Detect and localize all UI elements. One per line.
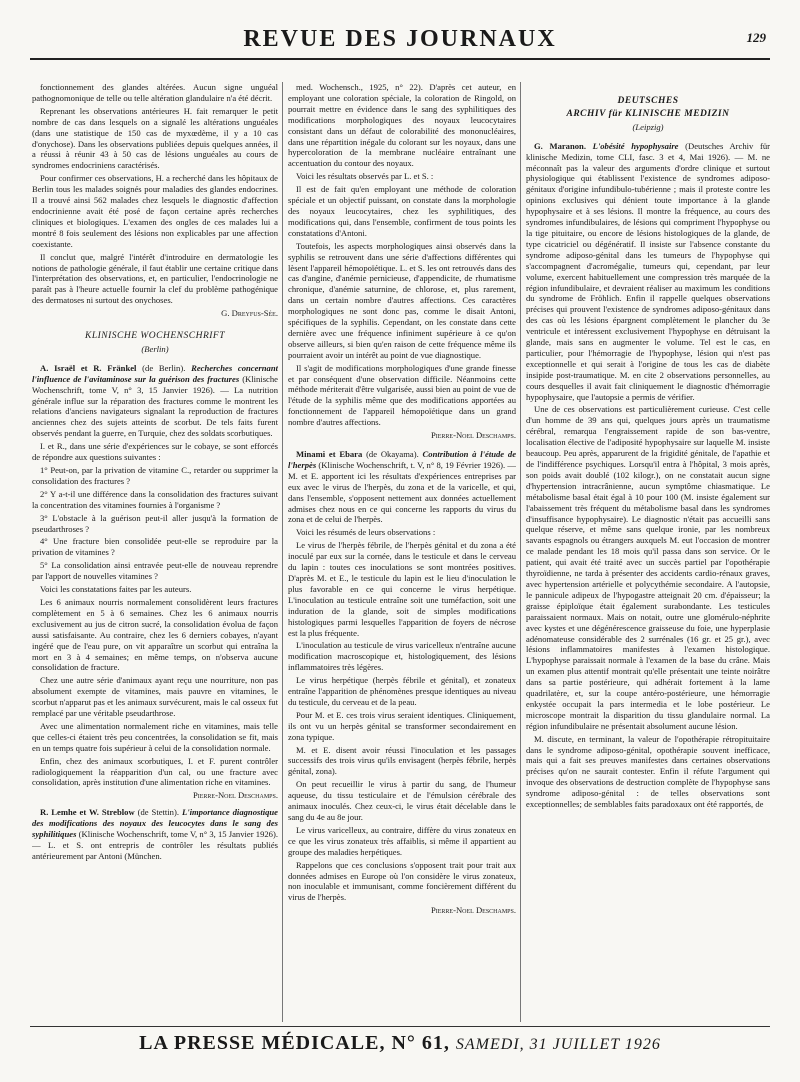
- paragraph: med. Wochensch., 1925, n° 22). D'après cet auteur, en employant une coloration spéciale, la coloration de Ringold, on pourrait mettre en évidence dans le sang des syphilitiques des modifications morphologiques des noyaux leucocytaires consistant dans un défaut de colorabilité des mononucléaires, dans une répartition inégale du colorant sur les noyaux, dans une hypercoloration de la membrane nucléaire entraînant une accentuation du contour des noyaux.: [288, 82, 516, 169]
- column-2: [288, 82, 516, 1022]
- author-signature: Pierre-Noel Deschamps.: [430, 430, 516, 441]
- article-heading: [32, 807, 278, 862]
- paragraph: Voici les résumés de leurs observations :: [296, 527, 436, 538]
- article-place: (de Stettin).: [137, 807, 179, 818]
- paragraph: Il est de fait qu'en employant une méthode de coloration spéciale et un objectif puissant, on constate dans la morphologie des noyaux leucocytaires, chez les syphilitiques, des modifications qui, dans l'ensemble, confirment de tous points les constatations d'Antoni.: [288, 184, 516, 238]
- footer-rule: [30, 1026, 770, 1027]
- column-3: [526, 82, 770, 1022]
- column-divider: [520, 82, 521, 1022]
- page-header: [30, 24, 770, 64]
- section-title: DEUTSCHES: [617, 96, 679, 106]
- article-place: (de Okayama).: [366, 449, 419, 459]
- paragraph: M. et E. disent avoir réussi l'inoculation et les passages successifs des trois virus qu'ils envisagent (herpès fébrile, herpès génital, zona).: [288, 744, 516, 777]
- paragraph: Il s'agit de modifications morphologiques d'une grande finesse et par conséquent d'une observation difficile. Néanmoins cette méthode mériterait d'être vulgarisée, aussi bien au point de vue de l'étude de la syphilis même que des modifications apportées au fonctionnement de l'appareil hémopoïétique dans un grand nombre d'autres affections.: [288, 362, 516, 428]
- article-title: L'obésité hypophysaire: [592, 140, 679, 151]
- article-title: Recherches concernant l'influence de l'avitaminose sur la guérison des fractures: [32, 362, 278, 384]
- paragraph: Il conclut que, malgré l'intérêt d'introduire en dermatologie les notions de pathologie générale, il faut établir une certaine critique dans l'interprétation des observations, et, en particulier, l'endocrinologie ne paraît pas à l'heure actuelle fournir la clef du problème pathogénique des dermatoses ni surtout des onychoses.: [32, 251, 278, 306]
- author-signature: Pierre-Noel Deschamps.: [192, 790, 278, 801]
- issue-date: SAMEDI, 31 JUILLET 1926: [455, 1036, 661, 1053]
- paragraph: Toutefois, les aspects morphologiques ainsi observés dans la syphilis se retrouvent dans une série d'affections différentes qui lèsent l'appareil hémopoïétique. L. et S. les ont retrouvés dans des cas d'angine, d'anémie pernicieuse, d'appendicite, de rhumatisme chronique, d'anémie saturnine, de chlorose, et, plus rarement, dans un certain nombre d'autres affections. Ces caractères morphologiques ne sont donc pas, comme le disait Antoni, spécifiques de la syphilis. Cependant, on les constate dans cette dernière avec une fréquence infiniment supérieure à ce qu'on observe ailleurs, si bien qu'en raison de cette fréquence même ils pourraient avoir un intérêt au point de vue diagnostique.: [288, 240, 516, 360]
- section-subtitle: ARCHIV für KLINISCHE MEDIZIN: [566, 108, 730, 119]
- paragraph: 2° Y a-t-il une différence dans la consolidation des fractures suivant la concentration des vitamines fournies à l'organisme ?: [32, 488, 278, 510]
- article-reference: (Klinische Wochenschrift, tome V, n° 3, 15 Janvier 1926). — L. et S. ont entrepris de contrôler les résultats publiés antérieurement par Antoni (München.: [32, 829, 278, 861]
- paragraph: Les 6 animaux nourris normalement consolidèrent leurs fractures complètement en 5 à 6 semaines. Chez les 6 animaux nourris exclusivement au jus de citron sucré, la consolidation évolua de façon aussi satisfaisante. Au contraire, chez les 6 derniers cobayes, n'ayant ingéré que de l'eau pure, on vit apparaître un scorbut qui entraîna la mort en 3 à 4 semaines; en même temps, on n'observa aucune consolidation de fracture.: [32, 596, 278, 673]
- paragraph: 5° La consolidation ainsi entravée peut-elle de nouveau reprendre par l'apport de nouvelles vitamines ?: [32, 560, 278, 582]
- column-divider: [282, 82, 283, 1022]
- author-signature: Pierre-Noel Deschamps.: [430, 905, 516, 916]
- article-authors: G. Maranon.: [534, 140, 586, 151]
- paragraph: 1° Peut-on, par la privation de vitamine C., retarder ou supprimer la consolidation des fractures ?: [32, 465, 278, 486]
- paragraph: Le virus de l'herpès fébrile, de l'herpès génital et du zona a été inoculé par eux sur la cornée, dans le testicule et dans le cerveau du lapin : toutes ces inoculations se sont montrées positives. D'après M. et E., le testicule du lapin est le lieu d'inoculation le plus favorable en ce qui concerne le virus herpétique. L'inoculation au testicule entraîne soit une tuméfaction, soit une induration de la glande, soit de simples modifications histologiques parmi lesquelles l'apparition de foyers de nécrose est la plus fréquente.: [288, 540, 516, 638]
- section-city: (Berlin): [141, 343, 169, 354]
- article-title: Contribution à l'étude de l'herpès: [288, 449, 516, 470]
- issue-number: N° 61,: [391, 1032, 450, 1054]
- article-heading: [288, 449, 516, 525]
- article-heading: [32, 363, 278, 439]
- paragraph: Voici les constatations faites par les auteurs.: [40, 584, 192, 595]
- article-reference: (Klinische Wochenschrift, t. V, n° 8, 19 Février 1926). — M. et E. apportent ici les résultats d'expériences entreprises par eux avec le virus de l'herpès, du zona et de la varicelle, et qui, dans l'ensemble, s'opposent nettement aux données actuellement admises chez nous en ce qui concerne les rapports du virus du zona et de celui de l'herpès.: [288, 459, 516, 525]
- paragraph: Une de ces observations est particulièrement curieuse. C'est celle d'un homme de 39 ans qui, quelques jours après un traumatisme cérébral, remarqua l'engraissement rapide de son bas-ventre, localisation élective de l'adiposité hypophysaire sur laquelle M. insiste beaucoup. Peu après, apparurent de la frigidité génitale, de l'apathie et de l'indifférence psychiques. Lorsqu'il entra à l'hôpital, 3 mois après, son poids avait doublé (102 kilogr.), on ne constatait aucun signe d'hypertension intracrânienne, aucun symptôme chiasmatique. Le métabolisme basal était égal à 10 pour 100 (M. insiste également sur l'abaissement très fréquent du métabolisme basal dans les syndromes d'insuffisance hypophysaire). Le diagnostic n'était pas accueilli sans quelque réserve, et même sans quelque ironie, par les nombreux savants espagnols ou étrangers auxquels M. eut l'occasion de montrer ce malade pendant les 18 mois qu'il passa dans son service. Or le patient, qui avait été traité avec un succès partiel par l'opothérapie thyroïdienne, ne tarda à présenter des accidents cardio-rénaux graves, avec hypertension artérielle et polycythémie secondaire. A l'autopsie, le pannicule adipeux de l'hypogastre atteignait 20 cm. d'épaisseur; la graisse épiploïque était également surabondante. Les testicules paraissaient normaux. Mais on notait, outre une glomérulo-néphrite avec kystes et une dégénérescence graisseuse du foie, une hyperplasie adénomateuse considérable des 2 surrénales (16 gr. et 25 gr.), avec lésions inflammatoires manifestes à l'examen histologique. L'hypophyse paraissait normale à l'examen de la base du crâne. Mais un examen plus attentif montrait qu'elle présentait une teinte noirâtre dans sa partie postérieure, qui adhérait fortement à la lame quadrilatère, et, sur la coupe antéro-postérieure, une hémorragie enkystée occupait la pars intermedia et le lobe postérieur. Le microscope montrait la disparition du tissu glandulaire normal. La région infundibulaire ne présentait absolument aucune lésion.: [526, 404, 770, 731]
- paragraph: On peut recueillir le virus à partir du sang, de l'humeur aqueuse, du tissu testiculaire et de l'émulsion cérébrale des animaux inoculés. Chez ceux-ci, le virus était décelable dans le sang du 4e au 8e jour.: [288, 779, 516, 822]
- paragraph: Pour M. et E. ces trois virus seraient identiques. Cliniquement, ils ont vu un herpès génital se transformer secondairement en zona typique.: [288, 709, 516, 742]
- paragraph: Voici les résultats observés par L. et S. :: [296, 171, 434, 182]
- paragraph: Enfin, chez des animaux scorbutiques, I. et F. purent contrôler radiologiquement la réapparition d'un cal, ou une fracture avec consolidation, après institution d'une alimentation riche en vitamines.: [32, 755, 278, 788]
- page-footer: [30, 1026, 770, 1062]
- paragraph: Le virus varicelleux, au contraire, diffère du virus zonateux en ce que les virus zonateux très affaiblis, si même il appartient au groupe des maladies herpétiques.: [288, 824, 516, 857]
- article-place: (de Berlin).: [142, 362, 186, 373]
- article-reference: (Klinische Wochenschrift, tome V, n° 3, 15 Janvier 1926). — La nutrition générale influe sur la réparation des fractures comme le montrent les relations d'anciens navigateurs signalant la reproduction de fractures anciennes chez des sujets atteints de scorbut. De tels faits furent observés pendant la guerre, en Turquie, chez des soldats scorbutiques.: [32, 373, 278, 439]
- article-authors: R. Lemhe et W. Streblow: [40, 807, 135, 818]
- paragraph: Pour confirmer ces observations, H. a recherché dans les hôpitaux de Berlin tous les malades soignés pour maladies des glandes endocrines. Il a trouvé ainsi 562 malades chez lesquels le diagnostic d'affection endocrinienne avait été posé de façon certaine après recherches cliniques et biologiques. L'examen des ongles de ces malades lui a montré 8 fois seulement des lésions non explicables par une affection coexistante.: [32, 173, 278, 249]
- paragraph: I. et R., dans une série d'expériences sur le cobaye, se sont efforcés de répondre aux questions suivantes :: [32, 441, 278, 463]
- section-city: (Leipzig): [632, 121, 664, 132]
- paragraph: Le virus herpétique (herpès fébrile et génital), et zonateux entraîne l'apparition de phénomènes presque identiques au niveau du testicule, du cerveau et de la peau.: [288, 675, 516, 707]
- paragraph: 3° L'obstacle à la guérison peut-il aller jusqu'à la formation de pseudarthroses ?: [32, 512, 278, 534]
- paragraph: 4° Une fracture bien consolidée peut-elle se reproduire par la privation de vitamines ?: [32, 536, 278, 558]
- author-signature: G. Dreyfus-Sée.: [221, 308, 278, 319]
- paragraph: Rappelons que ces conclusions s'opposent trait pour trait aux données admises en Europe où l'on considère le virus zonateux, non inoculable et immunisant, comme foncièrement différent du virus de l'herpès.: [288, 859, 516, 903]
- article-authors: Minami et Ebara: [296, 449, 363, 459]
- paragraph: Chez une autre série d'animaux ayant reçu une nourriture, non pas absolument exempte de vitamines, mais pauvre en vitamines, le scorbut n'apparut pas et les animaux survécurent, mais le cal osseux fut remplacé par une véritable pseudarthrose.: [32, 675, 278, 719]
- header-rule: [30, 58, 770, 60]
- article-heading: [526, 141, 770, 403]
- article-title: L'importance diagnostique des modifications des noyaux des leucocytes dans le sang des syphilitiques: [32, 807, 278, 840]
- paragraph: L'inoculation au testicule de virus varicelleux n'entraîne aucune modification macroscopique et, histologiquement, des lésions inflammatoires très légères.: [288, 640, 516, 673]
- section-title: KLINISCHE WOCHENSCHRIFT: [84, 331, 226, 342]
- page-number: 129: [746, 30, 766, 45]
- journal-name: LA PRESSE MÉDICALE,: [139, 1032, 386, 1054]
- article-reference: (Deutsches Archiv für klinische Medizin, tome CLI, fasc. 3 et 4, Mai 1926). — M. ne méconnaît pas la valeur des arguments d'ordre clinique et surtout physiologique qui établissent l'existence de syndromes adiposo-génitaux d'origine infundibulo-tubérienne ; mais il proteste contre les opinions exclusives qui dénient toute importance à la glande hypophysaire et à ses lésions. Il montre la fréquence, au cours des syndromes infundibulaires, de lésions qui compriment l'hypophyse ou la tige pituitaire, ou encore de lésions histologiques de la glande, de type cicatriciel ou dégénératif. Il insiste sur l'absence constante du syndrome adiposo-génital dans les tumeurs de l'hypophyse qui s'accompagnent d'acromégalie, tumeurs qui, cependant, par leur volume, exercent habituellement une compression très marquée de la région infundibulaire, et devraient réaliser au maximum les conditions du syndrome de Fröhlich. Enfin il rappelle quelques observations précises qui prouvent l'existence de syndromes adiposo-génitaux dans des cas où les lésions épargnent complètement le plancher du 3e ventricule et intéressent exclusivement l'hypophyse en détruisant la glande, mais sans en augmenter le volume. Tel est le cas, en particulier, pour l'hémorragie de l'hypophyse, lésion qui n'est pas exceptionnelle et qui serait à l'origine de tous les cas de diabète insipide post-traumatique. M. en cite 2 observations personnelles, au cours desquelles il avait fait cliniquement le diagnostic d'hémorragie hypophysaire, que l'autopsie a permis de vérifier.: [526, 140, 770, 402]
- paragraph: fonctionnement des glandes altérées. Aucun signe unguéal pathognomonique de telle ou telle altération glandulaire n'a été décrit.: [32, 82, 278, 103]
- column-1: [32, 82, 278, 1022]
- running-title: REVUE DES JOURNAUX: [243, 26, 557, 52]
- footer-text: [30, 1032, 770, 1055]
- paragraph: Reprenant les observations antérieures H. fait remarquer le petit nombre de cas dans lesquels on a signalé les altérations unguéales (dans une statistique de 150 cas de myxœdème, il y a 10 cas d'onychose). Dans les observations publiées depuis quelques années, il a réussi à réunir 43 à 50 cas de lésions unguéales au cours de syndromes endocriniens caractérisés.: [32, 105, 278, 171]
- paragraph: M. discute, en terminant, la valeur de l'opothérapie rétropituitaire dans le syndrome adiposo-génital, opothérapie souvent inefficace, mais qui a fait ses preuves manifestes dans certaines observations précises qu'on ne saurait contester. Enfin il réfute l'argument qui invoque des observations de destruction complète de l'hypophyse sans syndrome adiposo-génital : de telles observations sont exceptionnelles; de semblables faits paradoxaux ont été rapportés, de: [526, 733, 770, 810]
- article-authors: A. Israël et R. Fränkel: [40, 362, 137, 373]
- paragraph: Avec une alimentation normalement riche en vitamines, mais telle que celles-ci étaient très peu concentrées, la consolidation se fit, mais en un temps quatre fois supérieur à celui de la consolidation normale.: [32, 720, 278, 753]
